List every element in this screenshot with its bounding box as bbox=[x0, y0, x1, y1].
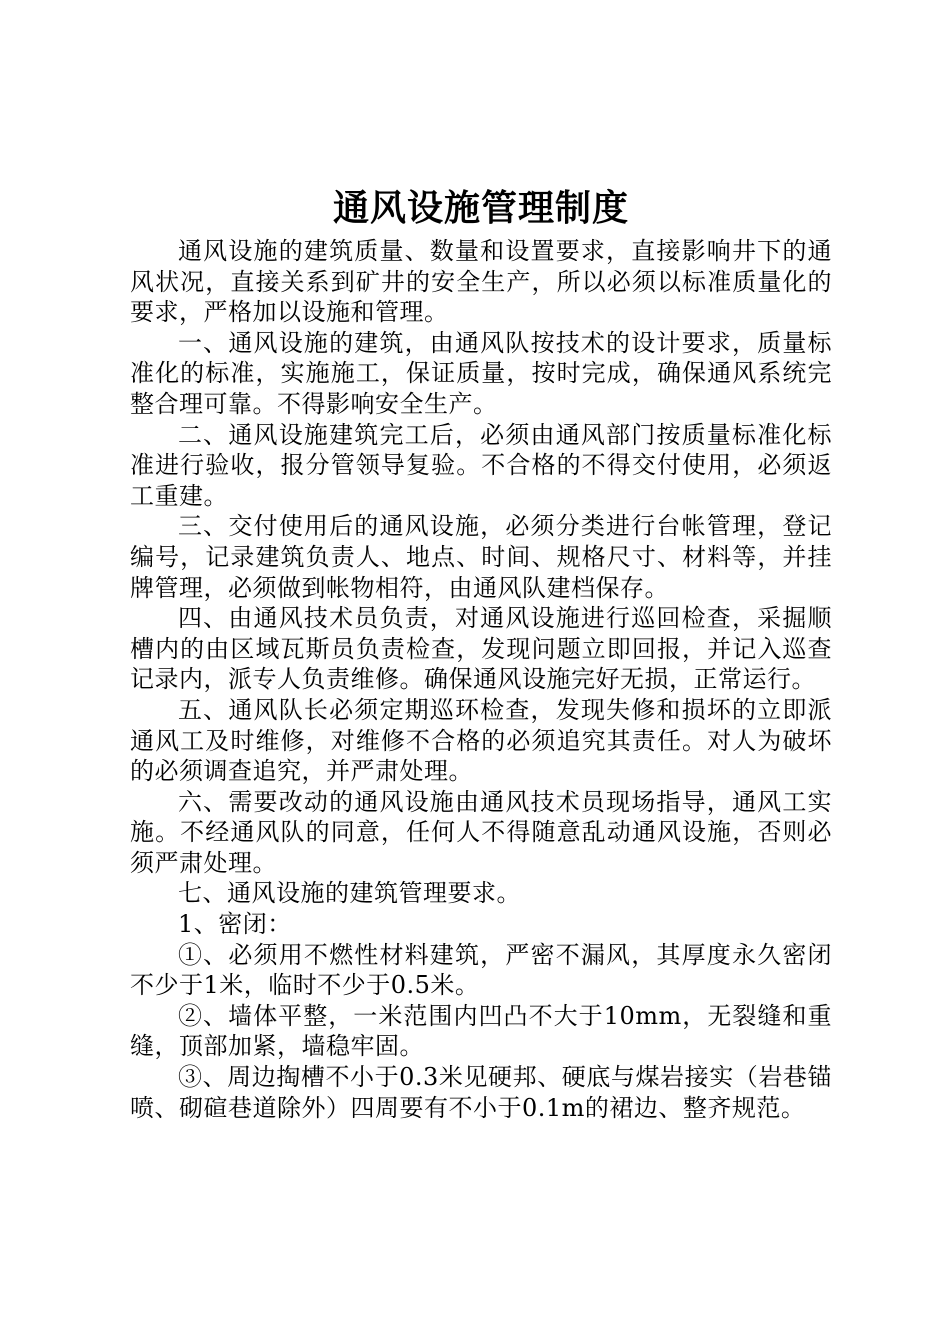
paragraph-item-2: 二、通风设施建筑完工后，必须由通风部门按质量标准化标准进行验收，报分管领导复验。不合格的不得交付使用，必须返工重建。 bbox=[130, 420, 832, 510]
paragraph-clause-3: ③、周边掏槽不小于0.3米见硬邦、硬底与煤岩接实（岩巷锚喷、砌碹巷道除外）四周要有不小于0.1m的裙边、整齐规范。 bbox=[130, 1063, 832, 1122]
paragraph-intro: 通风设施的建筑质量、数量和设置要求，直接影响井下的通风状况，直接关系到矿井的安全生产，所以必须以标准质量化的要求，严格加以设施和管理。 bbox=[130, 237, 832, 327]
paragraph-item-4: 四、由通风技术员负责，对通风设施进行巡回检查，采掘顺槽内的由区域瓦斯员负责检查，发现问题立即回报，并记入巡查记录内，派专人负责维修。确保通风设施完好无损，正常运行。 bbox=[130, 604, 832, 694]
document-page bbox=[130, 182, 832, 1123]
paragraph-item-1: 一、通风设施的建筑，由通风队按技术的设计要求，质量标准化的标准，实施施工，保证质量，按时完成，确保通风系统完整合理可靠。不得影响安全生产。 bbox=[130, 328, 832, 418]
paragraph-item-7-heading: 七、通风设施的建筑管理要求。 bbox=[178, 879, 521, 908]
paragraph-clause-2: ②、墙体平整，一米范围内凹凸不大于10mm，无裂缝和重缝，顶部加紧，墙稳牢固。 bbox=[130, 1001, 832, 1061]
paragraph-item-5: 五、通风队长必须定期巡环检查，发现失修和损坏的立即派通风工及时维修，对维修不合格的必须追究其责任。对人为破坏的必须调查追究，并严肃处理。 bbox=[130, 695, 832, 786]
paragraph-item-6: 六、需要改动的通风设施由通风技术员现场指导，通风工实施。不经通风队的同意，任何人不得随意乱动通风设施，否则必须严肃处理。 bbox=[130, 787, 832, 877]
paragraph-item-3: 三、交付使用后的通风设施，必须分类进行台帐管理，登记编号，记录建筑负责人、地点、时间、规格尺寸、材料等，并挂牌管理，必须做到帐物相符，由通风队建档保存。 bbox=[130, 512, 832, 602]
document-title: 通风设施管理制度 bbox=[332, 187, 629, 229]
paragraph-subheading-seal: 1、密闭： bbox=[178, 910, 292, 939]
paragraph-clause-1: ①、必须用不燃性材料建筑，严密不漏风，其厚度永久密闭不少于1米，临时不少于0.5米。 bbox=[130, 940, 832, 1000]
